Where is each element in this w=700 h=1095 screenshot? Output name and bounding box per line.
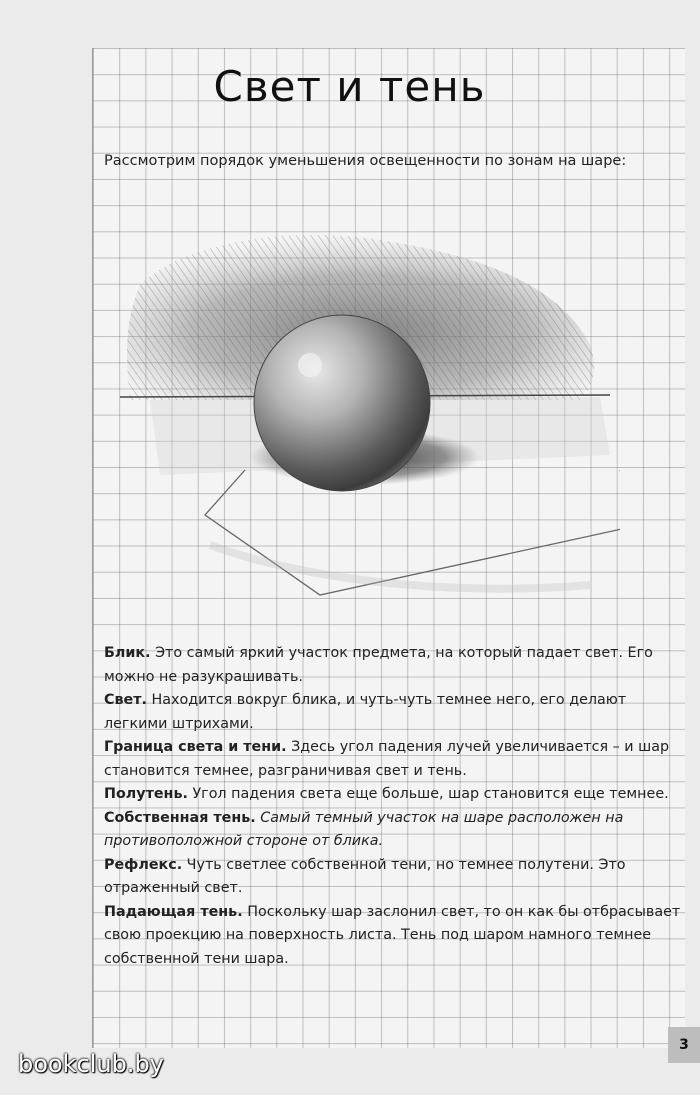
entry-light-shadow-border [104, 736, 690, 783]
term-cast-shadow: Падающая тень. [104, 903, 243, 920]
desc-own-shadow: Самый темный участок на шаре расположен на противоположной стороне от блика. [104, 809, 624, 849]
intro-text: Рассмотрим порядок уменьшения освещенности по зонам на шаре: [104, 153, 627, 169]
entry-halftone [104, 783, 690, 807]
desc-cast-shadow: Поскольку шар заслонил свет, то он как бы отбрасывает свою проекцию на поверхность листа. Тень под шаром намного темнее собственной тени шара. [104, 903, 681, 967]
paper-sheet-outline [205, 470, 620, 595]
desc-light-shadow-border: Здесь угол падения лучей увеличивается – и шар становится темнее, разграничивая свет и тень. [104, 739, 670, 779]
desc-highlight: Это самый яркий участок предмета, на который падает свет. Его можно не разукрашивать. [104, 645, 653, 685]
entry-light [104, 689, 690, 736]
entry-highlight [104, 642, 690, 689]
sphere-drawing-illustration [120, 225, 620, 635]
entry-cast-shadow [104, 901, 690, 972]
watermark-logo: bookclub.by [18, 1050, 164, 1078]
page-number: 3 [668, 1027, 700, 1063]
term-highlight: Блик. [104, 645, 151, 661]
term-light-shadow-border: Граница света и тени. [104, 739, 287, 755]
term-own-shadow: Собственная тень. [104, 809, 256, 826]
term-light: Свет. [104, 692, 147, 708]
entry-own-shadow [104, 807, 690, 854]
entry-reflex [104, 854, 690, 901]
desc-halftone: Угол падения света еще больше, шар становится еще темнее. [187, 786, 669, 802]
desc-light: Находится вокруг блика, и чуть-чуть темнее него, его делают легкими штрихами. [104, 692, 627, 732]
highlight [298, 353, 322, 377]
page-title: Свет и тень [213, 62, 486, 111]
zones-description [104, 642, 690, 971]
term-reflex: Рефлекс. [104, 856, 183, 873]
sphere [254, 315, 430, 491]
term-halftone: Полутень. [104, 786, 188, 802]
desc-reflex: Чуть светлее собственной тени, но темнее полутени. Это отраженный свет. [104, 856, 626, 896]
